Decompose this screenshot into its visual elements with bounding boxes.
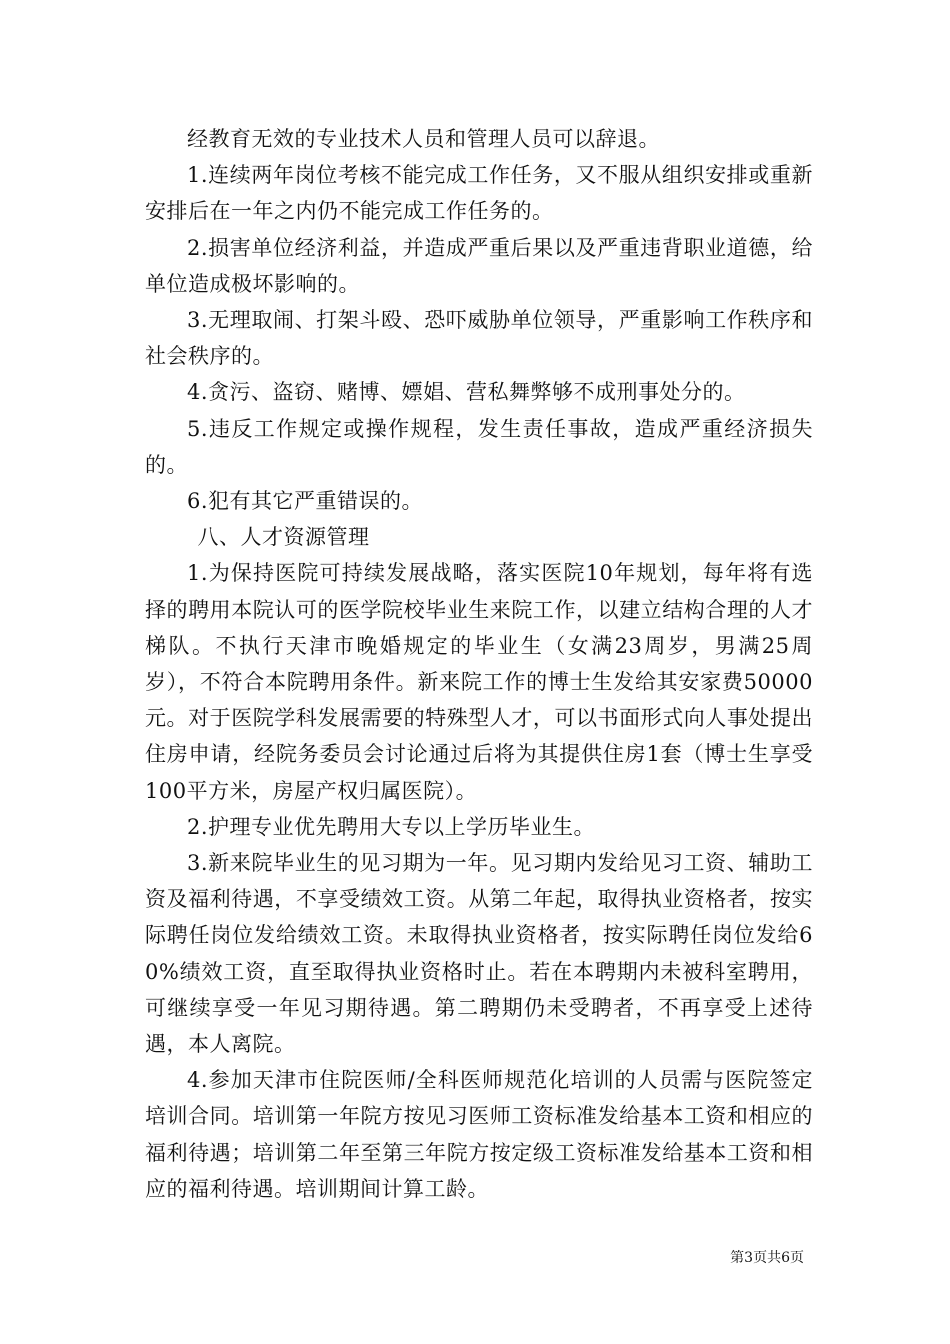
- paragraph-dismissal-item-4: 4.贪污、盗窃、赌博、嫖娼、营私舞弊够不成刑事处分的。: [187, 380, 746, 405]
- paragraph-dismissal-item-1: 1.连续两年岗位考核不能完成工作任务，又不服从组织安排或重新安排后在一年之内仍不能完成工作任务的。: [145, 163, 813, 224]
- paragraph-talent-item-3: 3.新来院毕业生的见习期为一年。见习期内发给见习工资、辅助工资及福利待遇，不享受绩效工资。从第二年起，取得执业资格者，按实际聘任岗位发给绩效工资。未取得执业资格者，按实际聘任岗位发给60%绩效工资，直至取得执业资格时止。若在本聘期内未被科室聘用，可继续享受一年见习期待遇。第二聘期仍未受聘者，不再享受上述待遇，本人离院。: [145, 851, 813, 1057]
- paragraph-talent-item-4: 4.参加天津市住院医师/全科医师规范化培训的人员需与医院签定培训合同。培训第一年院方按见习医师工资标准发给基本工资和相应的福利待遇；培训第二年至第三年院方按定级工资标准发给基本工资和相应的福利待遇。培训期间计算工龄。: [145, 1068, 813, 1201]
- page-number-footer: 第3页共6页: [730, 1250, 804, 1266]
- paragraph-dismissal-item-6: 6.犯有其它严重错误的。: [187, 489, 424, 514]
- paragraph-talent-item-2: 2.护理专业优先聘用大专以上学历毕业生。: [187, 814, 596, 839]
- section-heading-talent-management: 八、人才资源管理: [197, 525, 370, 550]
- paragraph-dismissal-item-3: 3.无理取闹、打架斗殴、恐吓威胁单位领导，严重影响工作秩序和社会秩序的。: [145, 308, 813, 369]
- paragraph-talent-item-1: 1.为保持医院可持续发展战略，落实医院10年规划，每年将有选择的聘用本院认可的医学院校毕业生来院工作，以建立结构合理的人才梯队。不执行天津市晚婚规定的毕业生（女满23周岁，男满25周岁），不符合本院聘用条件。新来院工作的博士生发给其安家费50000元。对于医院学科发展需要的特殊型人才，可以书面形式向人事处提出住房申请，经院务委员会讨论通过后将为其提供住房1套（博士生享受100平方米，房屋产权归属医院）。: [145, 561, 813, 803]
- document-body: [145, 121, 813, 1207]
- paragraph-dismissal-intro: 经教育无效的专业技术人员和管理人员可以辞退。: [187, 127, 660, 151]
- paragraph-dismissal-item-5: 5.违反工作规定或操作规程，发生责任事故，造成严重经济损失的。: [145, 416, 813, 477]
- paragraph-dismissal-item-2: 2.损害单位经济利益，并造成严重后果以及严重违背职业道德，给单位造成极坏影响的。: [145, 235, 813, 296]
